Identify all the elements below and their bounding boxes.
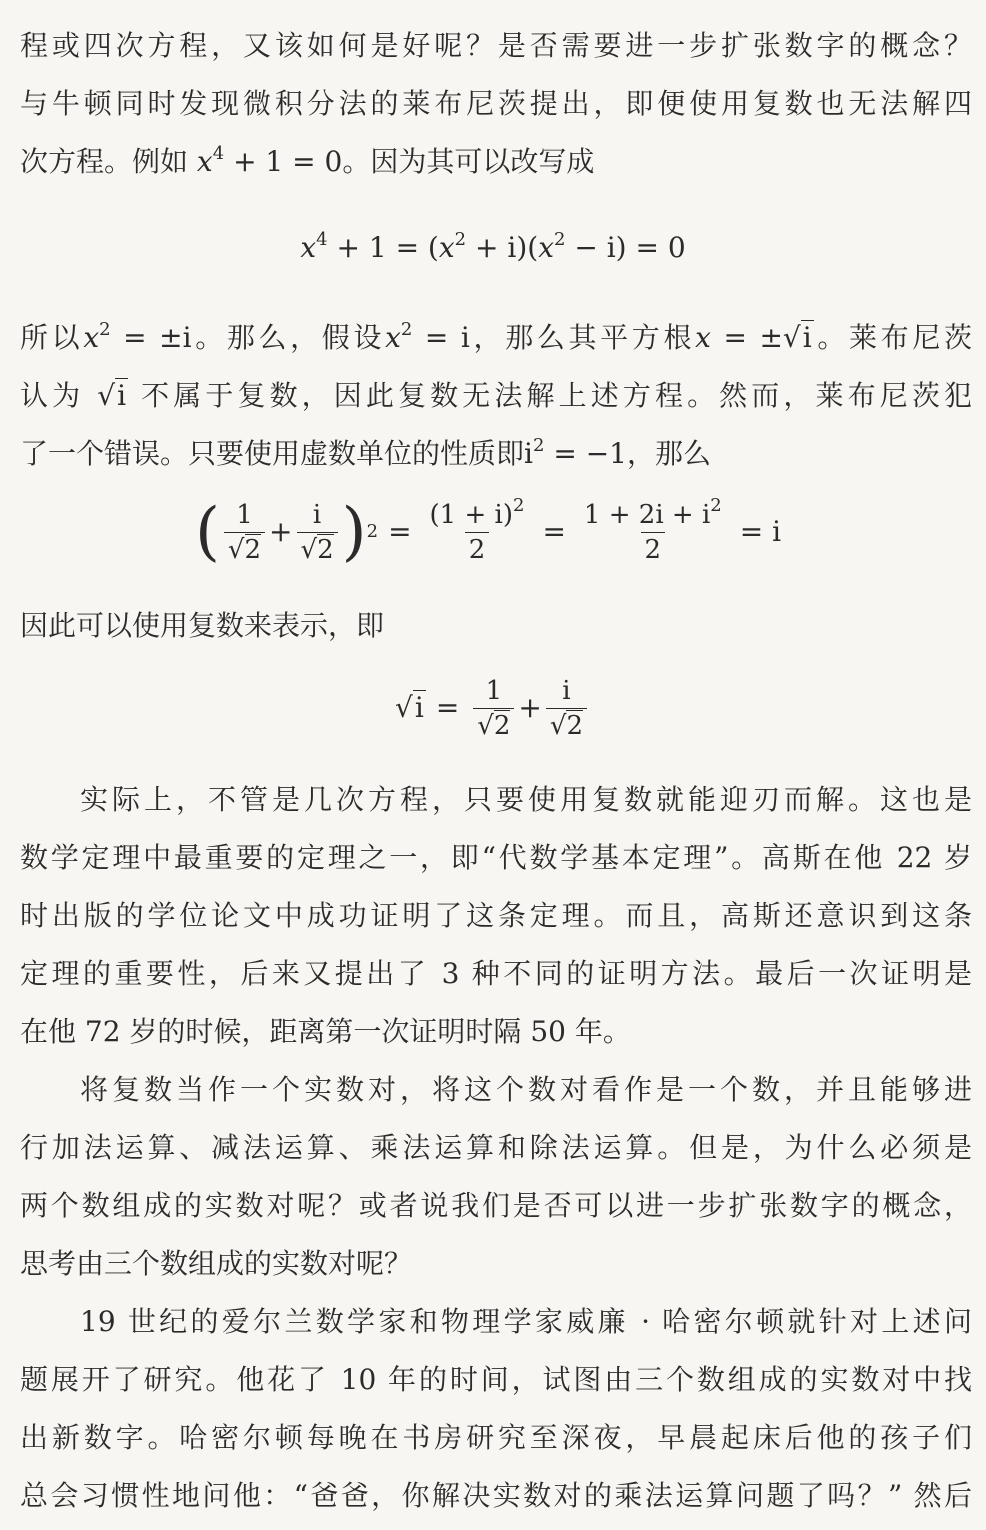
paragraph-line: 数学定理中最重要的定理之一，即“代数学基本定理”。高斯在他 22 岁 (20, 841, 972, 874)
paragraph-line: 行加法运算、减法运算、乘法运算和除法运算。但是，为什么必须是 (20, 1131, 972, 1164)
text-fragment: ，那么其平方根 (469, 321, 696, 354)
paragraph-line: 时出版的学位论文中成功证明了这条定理。而且，高斯还意识到这条 (20, 899, 972, 932)
text-fragment: 不属于复数，因此复数无法解上述方程。然而，莱布尼茨犯 (141, 379, 972, 412)
text-line (20, 434, 972, 474)
paragraph-line: 题展开了研究。他花了 10 年的时间，试图由三个数组成的实数对中找 (20, 1363, 972, 1396)
paragraph-line: 19 世纪的爱尔兰数学家和物理学家威廉 · 哈密尔顿就针对上述问 (80, 1305, 972, 1338)
inline-math: √i (97, 379, 127, 412)
display-equation-sqrt-i: √i = $\frac{1}{√2}$ + $\frac{i}{√2}$ (0, 668, 986, 748)
display-equation-square: ( $\frac{1}{√2}$ + $\frac{i}{√2}$ ) 2 = $\frac{(1 + i)^2}{2}$ = $\frac{1 + 2i + i^2}{2}$ = i (194, 494, 782, 569)
text-line (20, 318, 972, 358)
text-fragment: 。莱布尼茨 (813, 321, 972, 354)
text-fragment: ，那么 (626, 437, 711, 470)
paragraph-line: 定理的重要性，后来又提出了 3 种不同的证明方法。最后一次证明是 (20, 957, 972, 990)
text-fragment: 了一个错误。只要使用虚数单位的性质即 (20, 437, 525, 470)
text-fragment: 所以 (20, 321, 84, 354)
text-line (20, 142, 972, 182)
display-equation-factor: $x^4 + 1 = (x^2 + i)(x^2 - i) = 0$ (300, 229, 686, 264)
text-fragment: 。因为其可以改写成 (342, 145, 595, 178)
paragraph-line: 思考由三个数组成的实数对呢？ (20, 1247, 413, 1280)
text-line: 与牛顿同时发现微积分法的莱布尼茨提出，即便使用复数也无法解四 (20, 87, 972, 120)
paragraph-line: 两个数组成的实数对呢？或者说我们是否可以进一步扩张数字的概念， (20, 1189, 972, 1222)
inline-math: $x^4 + 1 = 0$ (196, 143, 343, 178)
text-line: 程或四次方程，又该如何是好呢？是否需要进一步扩张数字的概念？ (20, 29, 972, 62)
text-line: 因此可以使用复数来表示，即 (20, 609, 385, 642)
inline-math: $i^2 = -1$ (524, 435, 627, 470)
text-line (20, 376, 972, 416)
paragraph-line: 在他 72 岁的时候，距离第一次证明时隔 50 年。 (20, 1015, 631, 1048)
text-fragment: 次方程。例如 (20, 145, 189, 178)
text-fragment: 。那么，假设 (191, 321, 386, 354)
inline-math: x = ±√i (695, 321, 812, 354)
paragraph-line: 总会习惯性地问他：“爸爸，你解决实数对的乘法运算问题了吗？” 然后 (20, 1479, 972, 1512)
inline-math: $x^2 = i$ (385, 319, 470, 354)
inline-math: $x^2 = \pm i$ (83, 319, 192, 354)
paragraph-line: 实际上，不管是几次方程，只要使用复数就能迎刃而解。这也是 (80, 783, 972, 816)
paragraph-line: 出新数字。哈密尔顿每晚在书房研究至深夜，早晨起床后他的孩子们 (20, 1421, 972, 1454)
paragraph-line: 将复数当作一个实数对，将这个数对看作是一个数，并且能够进 (80, 1073, 972, 1106)
text-fragment: 认为 (20, 379, 85, 412)
